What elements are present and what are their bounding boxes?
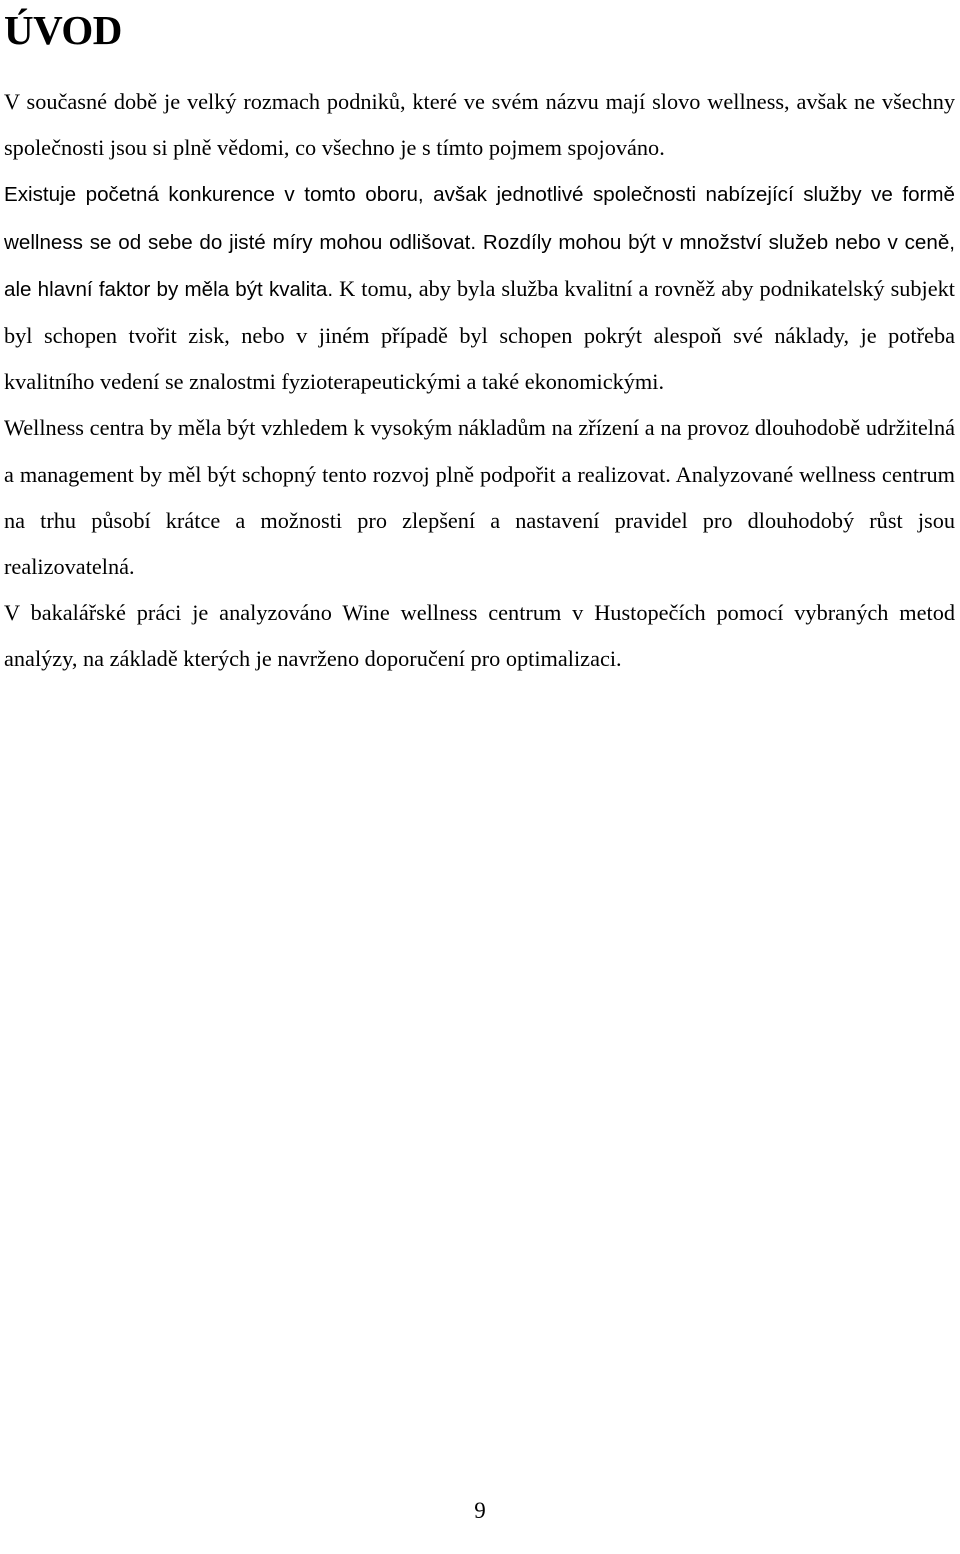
paragraph-wellness-centres-text: Wellness centra by měla být vzhledem k vysokým nákladům na zřízení a na provoz dlouhodobě udržitelná a management by měl být schopný tento rozvoj plně podpořit a realizovat. Analyzované wellness centrum na trhu působí krátce a možnosti pro zlepšení a nastavení pravidel pro dlouhodobý růst jsou realizovatelná. <box>4 415 955 580</box>
paragraph-thesis-aim <box>4 590 955 682</box>
paragraph-competition-text-sans: Existuje početná konkurence v tomto oboru, avšak jednotlivé společnosti nabízející služby ve formě wellness se od sebe do jisté míry mohou odlišovat. Rozdíly mohou být v množství služeb nebo v ceně, ale hlavní faktor by měla být kvalita. <box>4 183 955 301</box>
page-number: 9 <box>474 1498 486 1523</box>
paragraph-competition <box>4 171 955 405</box>
body-text <box>4 79 955 683</box>
paragraph-wellness-centres <box>4 405 955 590</box>
page-title: ÚVOD <box>4 7 122 53</box>
paragraph-intro <box>4 79 955 171</box>
paragraph-competition-text: K tomu, aby byla služba kvalitní a rovněž aby podnikatelský subjekt byl schopen tvořit zisk, nebo v jiném případě byl schopen pokrýt alespoň své náklady, je potřeba kvalitního vedení se znalostmi fyzioterapeutickými a také ekonomickými. <box>4 275 955 395</box>
paragraph-intro-text: V současné době je velký rozmach podniků, které ve svém názvu mají slovo wellness, avšak ne všechny společnosti jsou si plně vědomi, co všechno je s tímto pojmem spojováno. <box>4 89 955 161</box>
paragraph-thesis-aim-text: V bakalářské práci je analyzováno Wine wellness centrum v Hustopečích pomocí vybraných metod analýzy, na základě kterých je navrženo doporučení pro optimalizaci. <box>4 600 955 672</box>
